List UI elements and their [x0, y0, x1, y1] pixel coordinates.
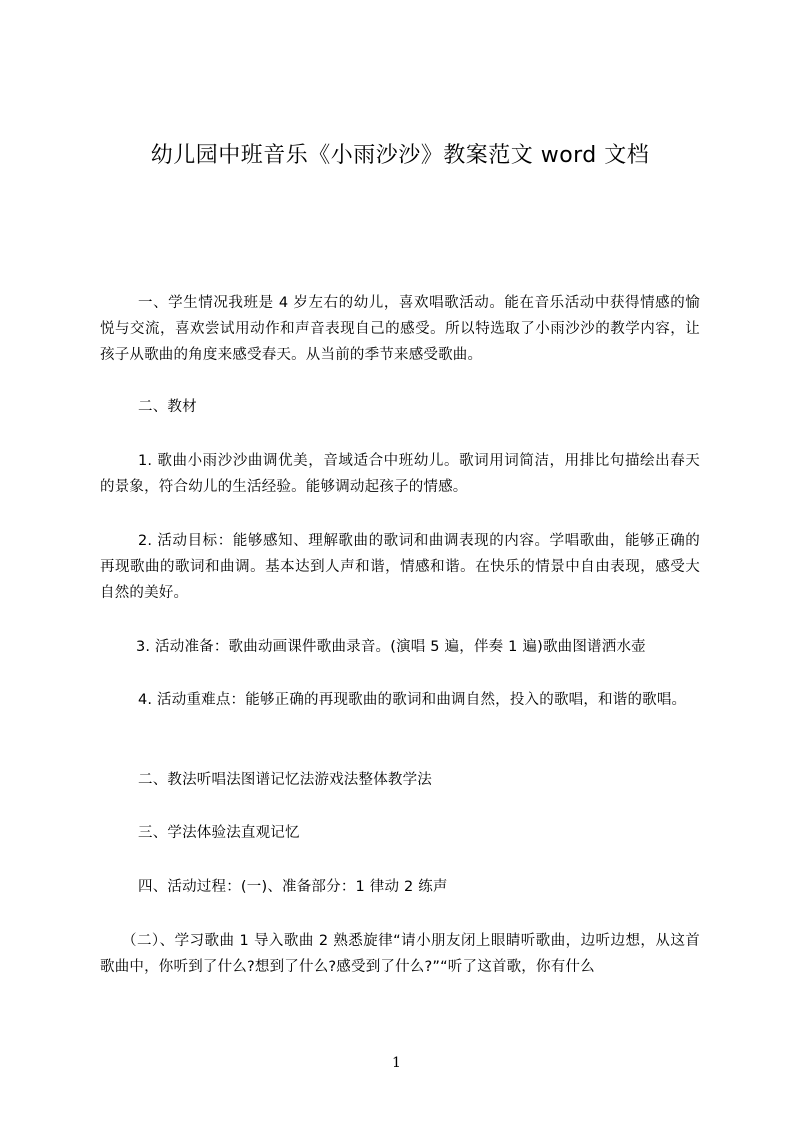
- paragraph-song-description: 1. 歌曲小雨沙沙曲调优美，音域适合中班幼儿。歌词用词简洁，用排比句描绘出春天的景象，符合幼儿的生活经验。能够调动起孩子的情感。: [100, 453, 700, 495]
- paragraph-activity-process: 四、活动过程：(一)、准备部分：1 律动 2 练声: [138, 879, 448, 895]
- page-number: 1: [392, 1055, 401, 1071]
- paragraph-textbook-heading: 二、教材: [138, 399, 197, 415]
- paragraph-teaching-methods: 二、教法听唱法图谱记忆法游戏法整体教学法: [138, 772, 432, 788]
- paragraph-learning-song: （二）、学习歌曲 1 导入歌曲 2 熟悉旋律“请小朋友闭上眼睛听歌曲，边听边想，从这首歌曲中，你听到了什么?想到了什么?感受到了什么?”“听了这首歌，你有什么: [100, 933, 700, 975]
- paragraph-key-difficulties: 4. 活动重难点：能够正确的再现歌曲的歌词和曲调自然，投入的歌唱，和谐的歌唱。: [138, 692, 687, 708]
- paragraph-student-situation: 一、学生情况我班是 4 岁左右的幼儿，喜欢唱歌活动。能在音乐活动中获得情感的愉悦与交流，喜欢尝试用动作和声音表现自己的感受。所以特选取了小雨沙沙的教学内容，让孩子从歌曲的角度来感受春天。从当前的季节来感受歌曲。: [100, 295, 700, 363]
- paragraph-activity-preparation: 3. 活动准备：歌曲动画课件歌曲录音。(演唱 5 遍，伴奏 1 遍)歌曲图谱洒水壶: [136, 639, 646, 655]
- paragraph-activity-goals: 2. 活动目标：能够感知、理解歌曲的歌词和曲调表现的内容。学唱歌曲，能够正确的再现歌曲的歌词和曲调。基本达到人声和谐，情感和谐。在快乐的情景中自由表现，感受大自然的美好。: [100, 533, 700, 601]
- paragraph-learning-methods: 三、学法体验法直观记忆: [138, 825, 300, 841]
- document-title: 幼儿园中班音乐《小雨沙沙》教案范文 word 文档: [150, 143, 650, 168]
